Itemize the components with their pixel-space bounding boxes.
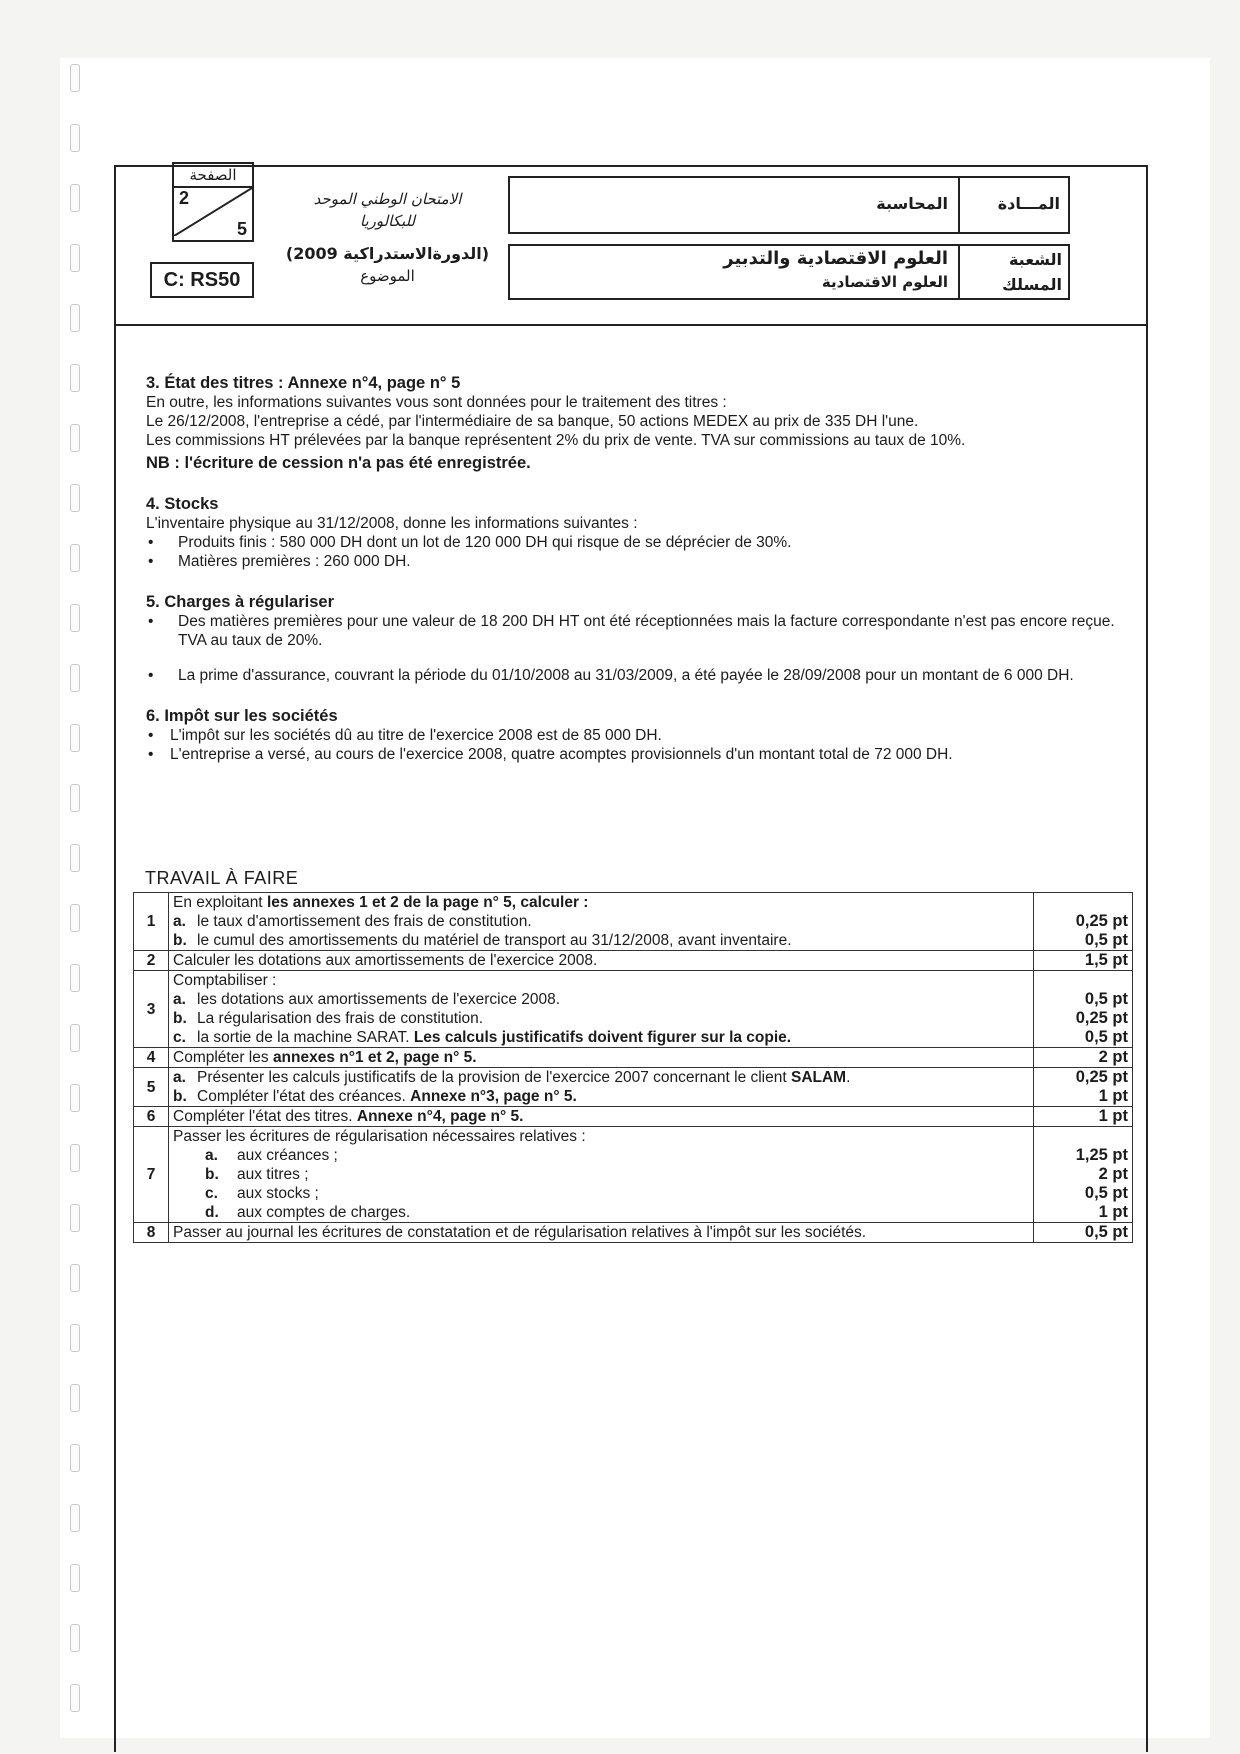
exam-title-block [285, 190, 490, 285]
table-row: 6 Compléter l'état des titres. Annexe n°4, page n° 5. 1 pt [134, 1107, 1133, 1127]
table-row: 7 Passer les écritures de régularisation nécessaires relatives : a. aux créances ; b. aux titres ; c. aux stocks ; d. aux comptes de charges. 1,25 pt 2 pt 0,5 pt 1 pt [134, 1127, 1133, 1223]
question-number: 7 [134, 1127, 169, 1223]
question-number: 5 [134, 1068, 169, 1107]
subject-box [508, 176, 1070, 234]
section-4-title: 4. Stocks [146, 495, 219, 513]
exam-line-1: الامتحان الوطني الموحد [313, 190, 462, 208]
section-6-title: 6. Impôt sur les sociétés [146, 707, 338, 725]
header-divider [114, 324, 1148, 326]
section-4-intro: L'inventaire physique au 31/12/2008, donne les informations suivantes : [146, 515, 638, 532]
question-number: 3 [134, 971, 169, 1048]
section-3-line-3: Les commissions HT prélevées par la banque représentent 2% du prix de vente. TVA sur commissions au taux de 10%. [146, 432, 966, 449]
question-number: 2 [134, 951, 169, 971]
stream-key: الشعبة [1008, 250, 1062, 269]
section-3-note: NB : l'écriture de cession n'a pas été enregistrée. [146, 454, 531, 472]
list-item: • Produits finis : 580 000 DH dont un lot de 120 000 DH qui risque de se déprécier de 30%. [178, 533, 1126, 552]
section-3-title: 3. État des titres : Annexe n°4, page n° 5 [146, 374, 461, 392]
work-table [133, 892, 1133, 1243]
section-5-title: 5. Charges à régulariser [146, 593, 335, 611]
page-number-box [172, 162, 254, 242]
page-total: 5 [236, 219, 247, 239]
list-item: • Des matières premières pour une valeur de 18 200 DH HT ont été réceptionnées mais la facture correspondante n'est pas encore reçue. TVA au taux de 20%. [178, 612, 1126, 650]
section-3-line-2: Le 26/12/2008, l'entreprise a cédé, par l'intermédiaire de sa banque, 50 actions MEDEX au prix de 335 DH l'une. [146, 413, 919, 430]
question-number: 8 [134, 1223, 169, 1243]
section-3-line-1: En outre, les informations suivantes vous sont données pour le traitement des titres : [146, 394, 727, 411]
points: 0,25 pt 1 pt [1034, 1068, 1133, 1107]
points: 0,5 pt [1034, 1223, 1133, 1243]
stream-box [508, 244, 1070, 300]
question-number: 4 [134, 1048, 169, 1068]
subject-key: المـــادة [997, 194, 1060, 213]
list-item: • L'impôt sur les sociétés dû au titre de l'exercice 2008 est de 85 000 DH. [170, 726, 1126, 745]
exam-line-2: للبكالوريا [359, 212, 416, 230]
exam-subject-type: الموضوع [360, 267, 415, 285]
points: 1 pt [1034, 1107, 1133, 1127]
table-row: 1 En exploitant les annexes 1 et 2 de la page n° 5, calculer : a. le taux d'amortissement des frais de constitution. b. le cumul des amortissements du matériel de transport au 31/12/2008, avant inventaire. 0,25 pt 0,5 pt [134, 893, 1133, 951]
section-6 [146, 707, 1126, 764]
exam-content [146, 374, 1126, 764]
page-label: الصفحة [172, 162, 254, 186]
stream-value: العلوم الاقتصادية والتدبير [723, 248, 948, 269]
table-row: 5 a. Présenter les calculs justificatifs de la provision de l'exercice 2007 concernant le client SALAM. b. Compléter l'état des créances. Annexe n°3, page n° 5. 0,25 pt 1 pt [134, 1068, 1133, 1107]
points: 1,5 pt [1034, 951, 1133, 971]
page-current: 2 [179, 188, 190, 208]
section-5 [146, 593, 1126, 685]
list-item: • La prime d'assurance, couvrant la période du 01/10/2008 au 31/03/2009, a été payée le 28/09/2008 pour un montant de 6 000 DH. [178, 666, 1126, 685]
work-title: TRAVAIL À FAIRE [145, 868, 299, 888]
exam-session: (الدورةالاستدراكية 2009) [285, 244, 490, 263]
track-key: المسلك [1002, 275, 1062, 294]
points: 1,25 pt 2 pt 0,5 pt 1 pt [1034, 1127, 1133, 1223]
table-row: 3 Comptabiliser : a. les dotations aux amortissements de l'exercice 2008. b. La régularisation des frais de constitution. c. la sortie de la machine SARAT. Les calculs justificatifs doivent figurer sur la copie. 0,5 pt 0,25 pt 0,5 pt [134, 971, 1133, 1048]
section-4 [146, 495, 1126, 571]
list-item: • Matières premières : 260 000 DH. [178, 552, 1126, 571]
question-number: 1 [134, 893, 169, 951]
exam-code: C: RS50 [150, 262, 254, 298]
points: 0,5 pt 0,25 pt 0,5 pt [1034, 971, 1133, 1048]
points: 2 pt [1034, 1048, 1133, 1068]
table-row: 4 Compléter les annexes n°1 et 2, page n° 5. 2 pt [134, 1048, 1133, 1068]
question-number: 6 [134, 1107, 169, 1127]
track-value: العلوم الاقتصادية [821, 273, 948, 291]
table-row: 8 Passer au journal les écritures de constatation et de régularisation relatives à l'impôt sur les sociétés. 0,5 pt [134, 1223, 1133, 1243]
points: 0,25 pt 0,5 pt [1034, 893, 1133, 951]
subject-value: المحاسبة [876, 194, 948, 213]
list-item: • L'entreprise a versé, au cours de l'exercice 2008, quatre acomptes provisionnels d'un montant total de 72 000 DH. [170, 745, 1126, 764]
table-row: 2 Calculer les dotations aux amortissements de l'exercice 2008. 1,5 pt [134, 951, 1133, 971]
